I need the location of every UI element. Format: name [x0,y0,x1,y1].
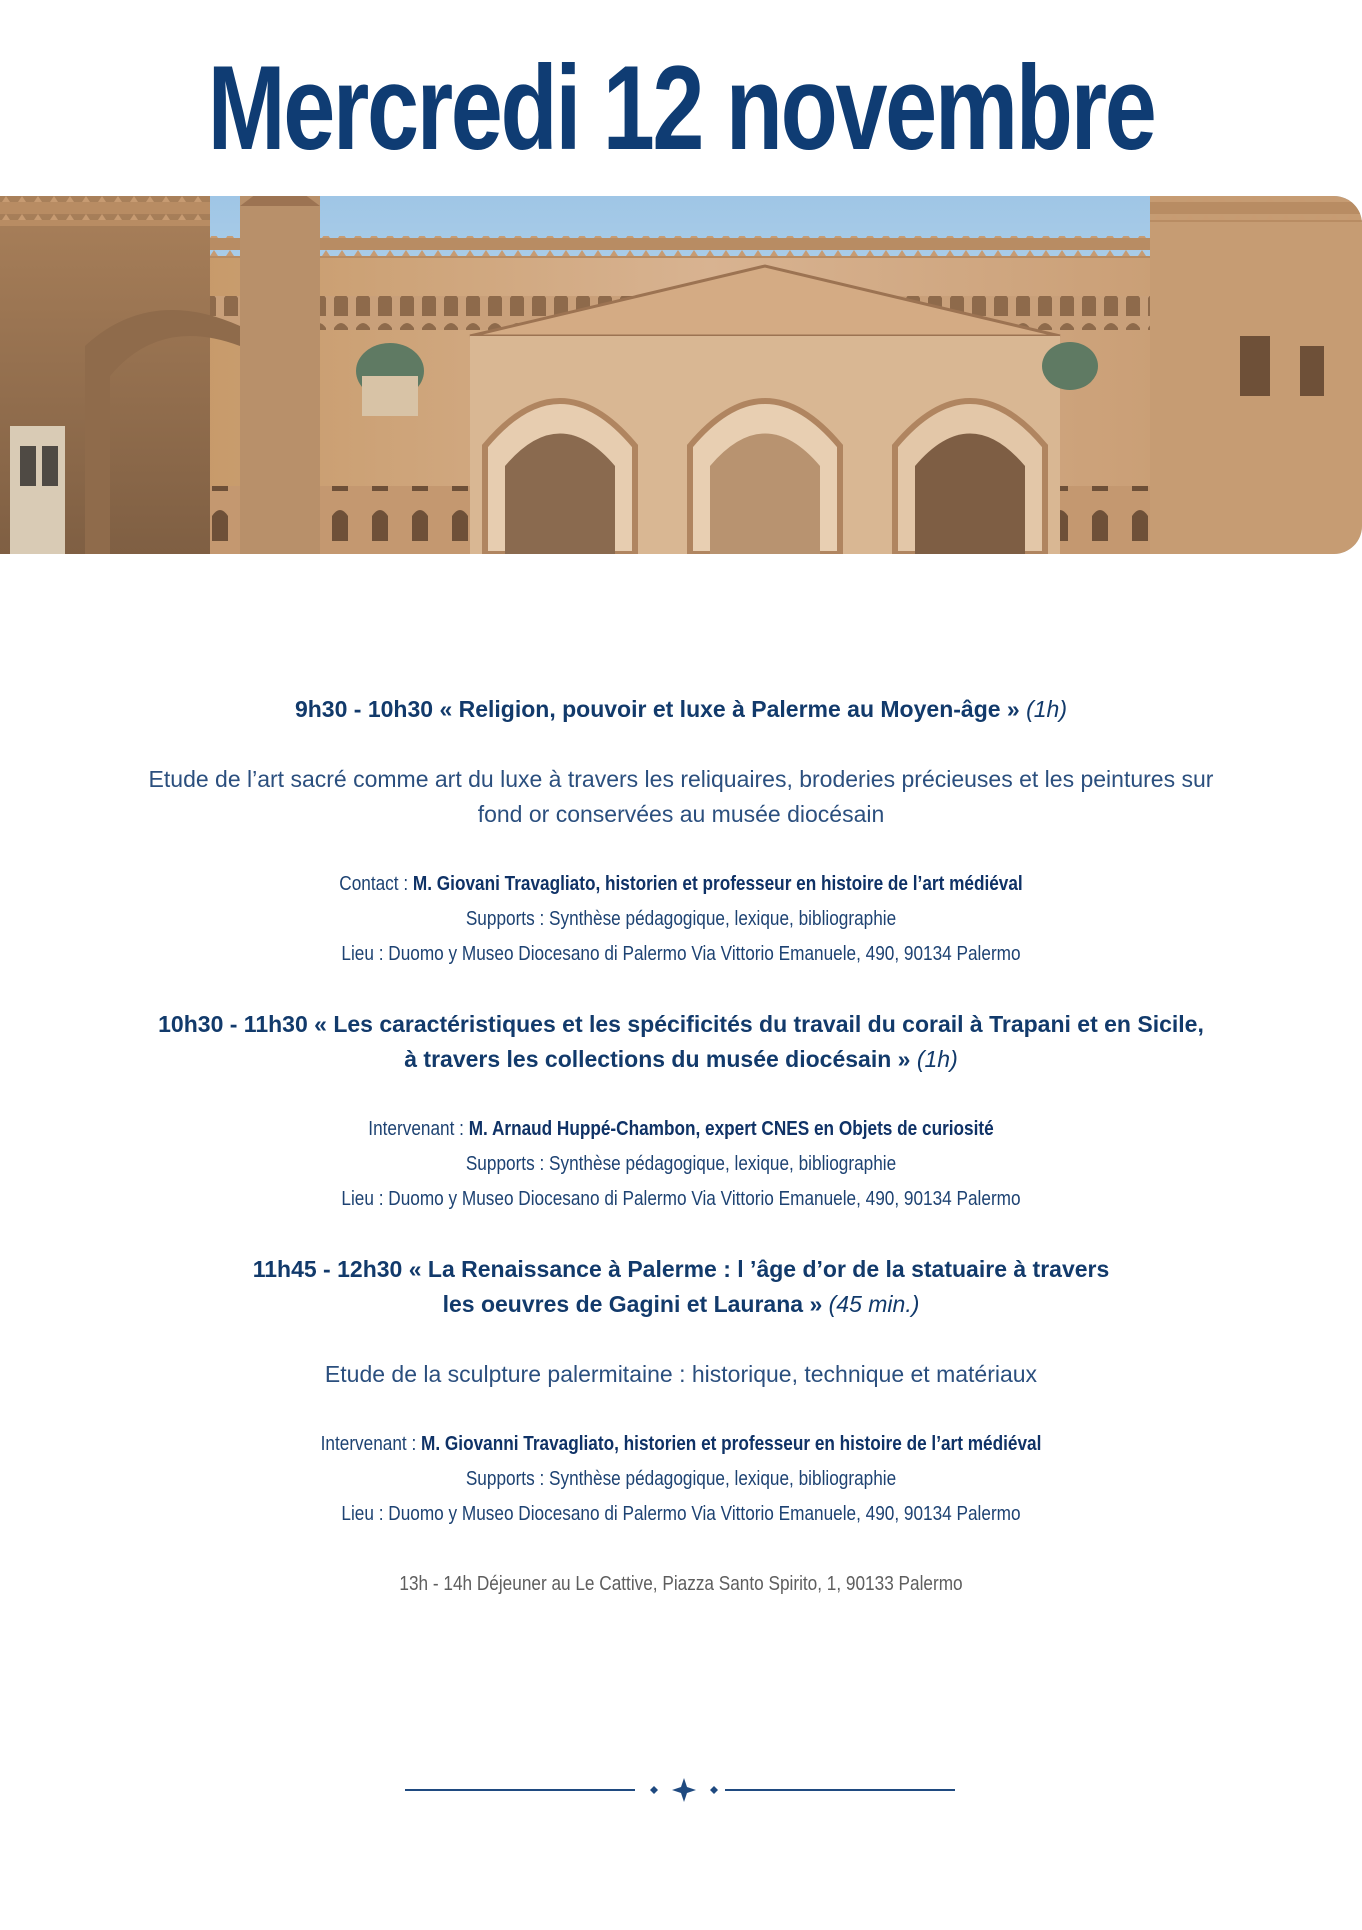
session-3-speaker [181,1427,1180,1462]
session-2-duration: (1h) [916,1046,958,1072]
session-3-supports: Supports : Synthèse pédagogique, lexique, bibliographie [465,1468,897,1490]
session-3-speaker-label: Intervenant : [320,1433,417,1455]
session-2-lieu: Lieu : Duomo y Museo Diocesano di Palermo Via Vittorio Emanuele, 490, 90134 Palermo [341,1188,1021,1210]
cathedral-illustration [0,196,1362,554]
session-1-title [100,692,1262,727]
session-2 [100,1007,1262,1217]
page-title: Mercredi 12 novembre [207,41,1155,175]
session-1 [100,692,1262,972]
session-2-speaker-label: Intervenant : [368,1118,464,1140]
hero-cathedral-image [0,196,1362,554]
session-3-title-line-1: 11h45 - 12h30 « La Renaissance à Palerme : l ’âge d’or de la statuaire à travers [252,1256,1110,1282]
session-3 [100,1252,1262,1532]
session-2-speaker-name: M. Arnaud Huppé-Chambon, expert CNES en Objets de curiosité [468,1118,994,1140]
session-3-title [100,1252,1262,1322]
session-1-speaker-label: Contact : [339,873,409,895]
session-1-description-line-2: fond or conservées au musée diocésain [477,801,885,827]
session-2-title-line-1: 10h30 - 11h30 « Les caractéristiques et les spécificités du travail du corail à Trapani et en Sicile, [158,1011,1204,1037]
session-3-duration: (45 min.) [828,1291,920,1317]
session-3-lieu: Lieu : Duomo y Museo Diocesano di Palermo Via Vittorio Emanuele, 490, 90134 Palermo [341,1503,1021,1525]
session-3-description: Etude de la sculpture palermitaine : historique, technique et matériaux [324,1361,1038,1387]
session-2-title [100,1007,1262,1077]
session-1-speaker [181,867,1180,902]
session-2-title-line-2: à travers les collections du musée diocésain » [404,1046,911,1072]
session-1-title-text: 9h30 - 10h30 « Religion, pouvoir et luxe à Palerme au Moyen-âge » [294,696,1020,722]
session-1-description-line-1: Etude de l’art sacré comme art du luxe à travers les reliquaires, broderies précieuses et les peintures sur [148,766,1214,792]
session-1-duration: (1h) [1026,696,1068,722]
session-1-supports: Supports : Synthèse pédagogique, lexique, bibliographie [465,908,897,930]
lunch-info: 13h - 14h Déjeuner au Le Cattive, Piazza Santo Spirito, 1, 90133 Palermo [399,1573,963,1595]
session-1-speaker-name: M. Giovani Travagliato, historien et professeur en histoire de l’art médiéval [412,873,1023,895]
session-3-speaker-name: M. Giovanni Travagliato, historien et professeur en histoire de l’art médiéval [421,1433,1042,1455]
session-1-description [100,762,1262,832]
session-3-title-line-2: les oeuvres de Gagini et Laurana » [442,1291,823,1317]
sparkle-divider-icon [405,1775,955,1805]
session-2-supports: Supports : Synthèse pédagogique, lexique, bibliographie [465,1153,897,1175]
session-1-lieu: Lieu : Duomo y Museo Diocesano di Palermo Via Vittorio Emanuele, 490, 90134 Palermo [341,943,1021,965]
session-2-speaker [181,1112,1180,1147]
program-content [100,692,1262,1602]
